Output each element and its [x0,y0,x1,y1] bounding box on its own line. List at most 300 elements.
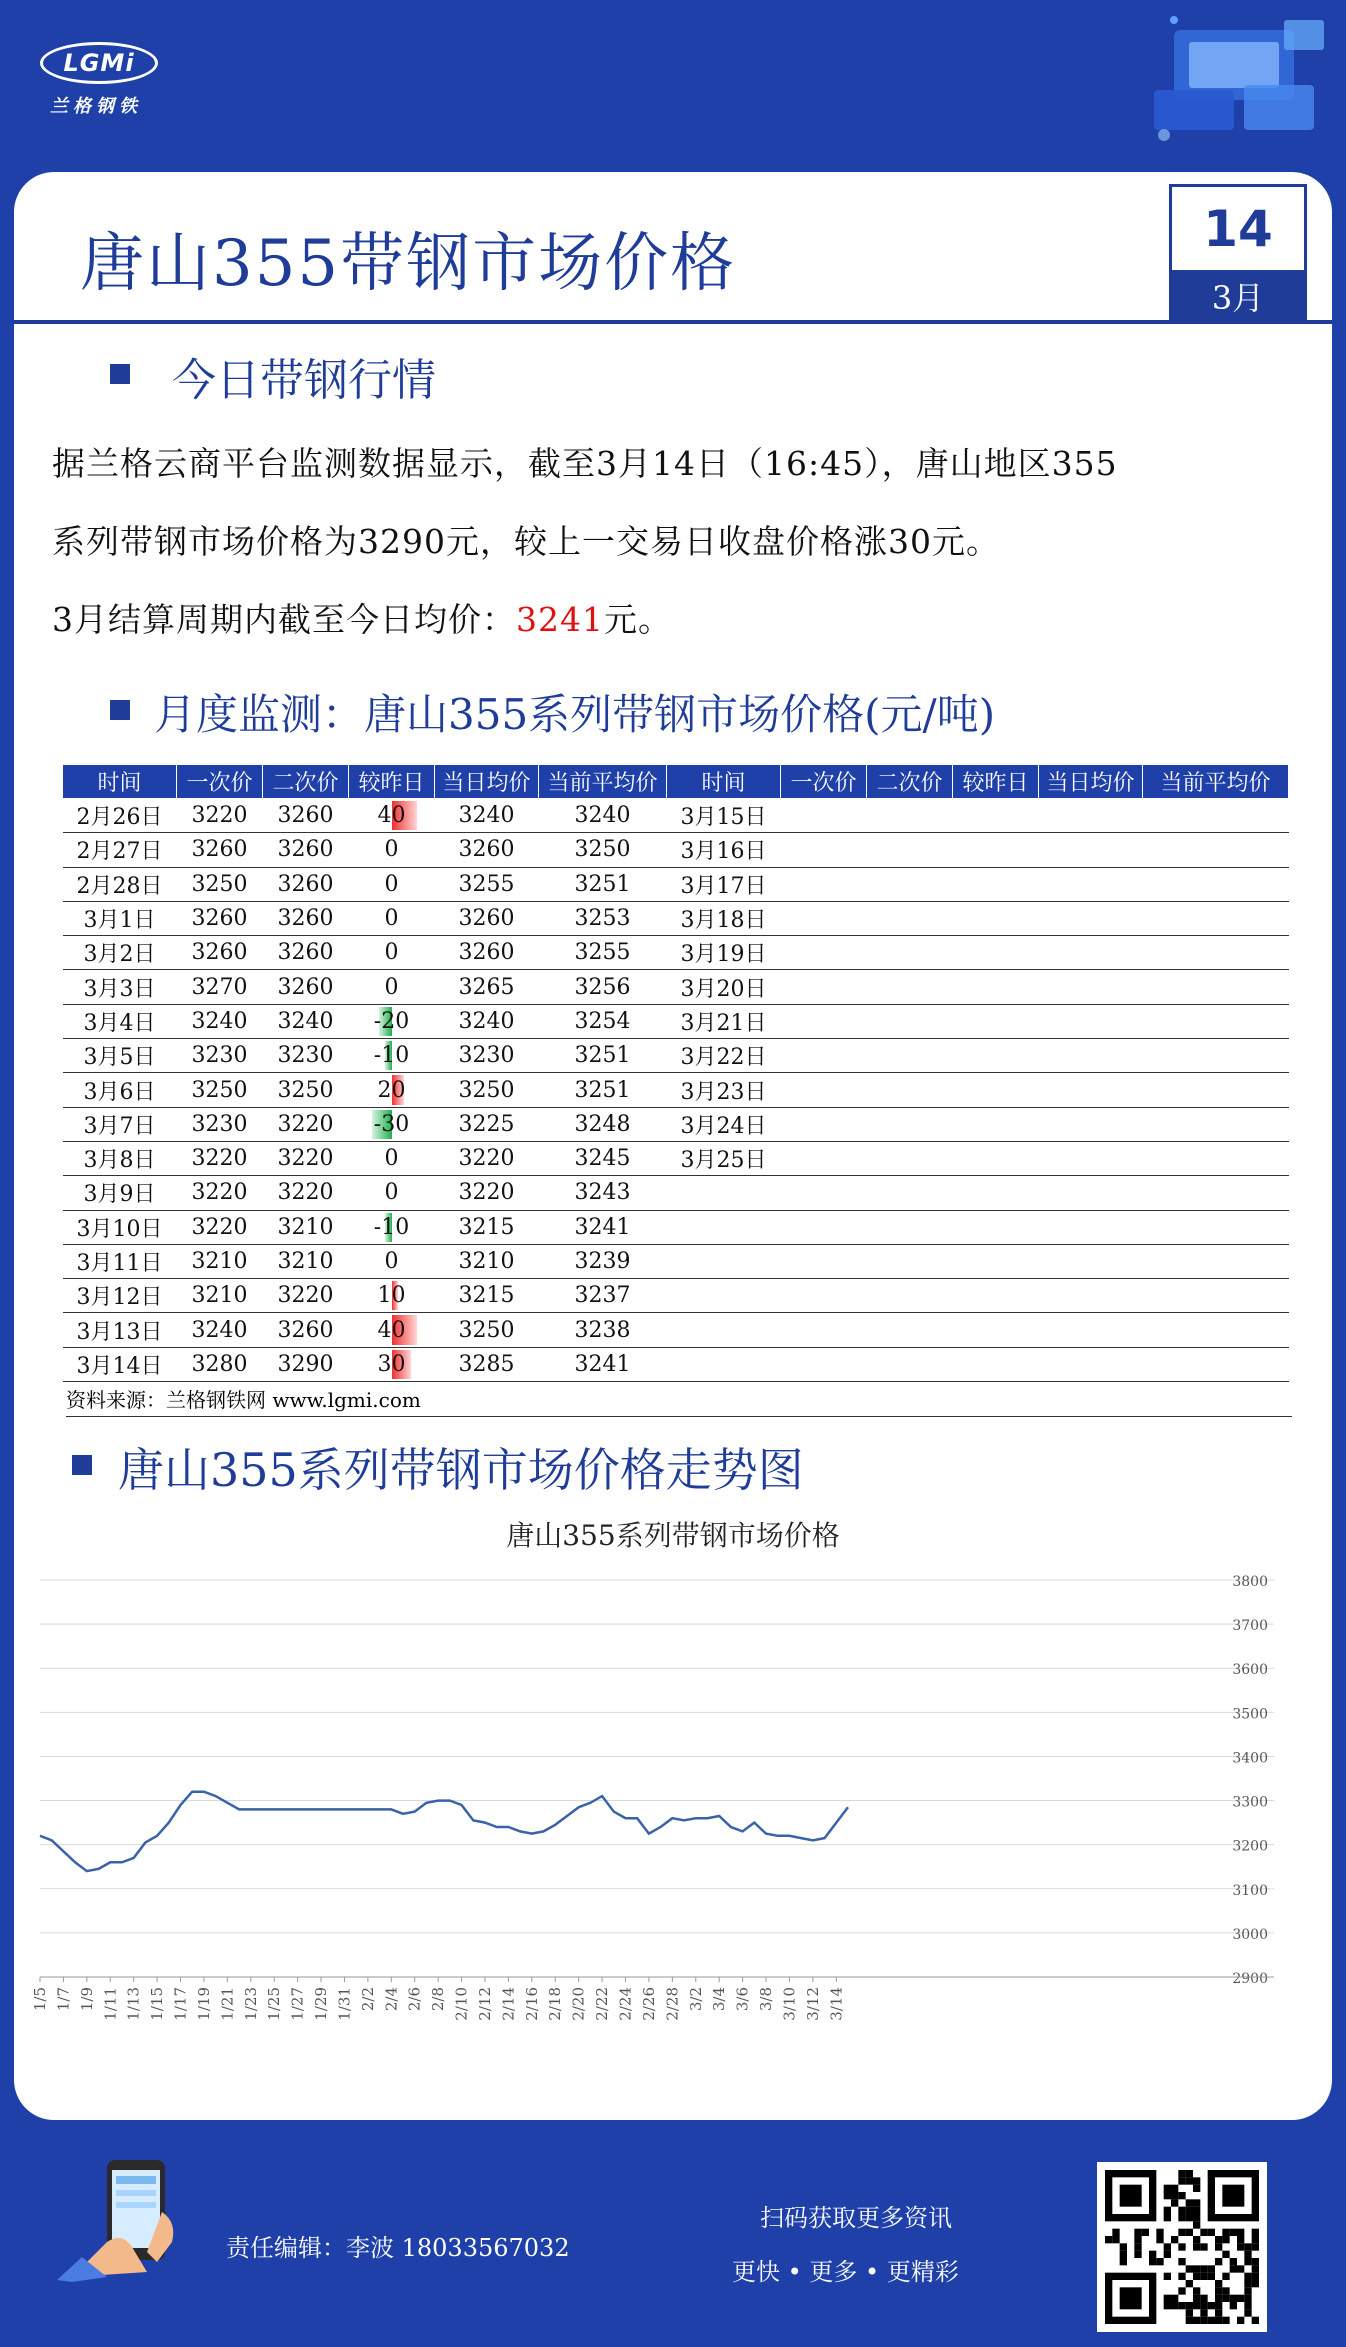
table-cell: 3260 [263,833,349,867]
table-cell [867,1313,953,1347]
table-cell: 3220 [177,799,263,833]
chart-title: 唐山355系列带钢市场价格 [506,1519,840,1552]
x-tick-label: 2/8 [429,1987,448,2012]
table-cell [1039,1176,1143,1210]
table-cell [349,1244,435,1278]
table-header-cell: 当前平均价 [1143,765,1289,799]
x-tick-label: 2/10 [452,1987,471,2021]
table-header-row [63,765,1289,799]
table-cell: 3285 [435,1347,539,1381]
table-row [63,1279,1289,1313]
x-tick-label: 3/4 [710,1987,729,2012]
table-cell: 3248 [539,1107,667,1141]
table-cell [867,936,953,970]
x-tick-label: 3/6 [733,1987,752,2012]
logo-text: 兰格钢铁 [50,96,142,117]
table-cell: 3260 [177,901,263,935]
y-tick-label: 3100 [1232,1882,1268,1899]
table-cell [867,1073,953,1107]
table-cell: 3210 [435,1244,539,1278]
square-bullet-icon [110,364,134,388]
table-cell: 3月1日 [63,901,177,935]
table-cell [1143,1107,1289,1141]
x-tick-label: 2/4 [382,1987,401,2012]
table-cell [667,1313,781,1347]
table-cell: 3月5日 [63,1039,177,1073]
table-cell: 3月12日 [63,1279,177,1313]
table-cell [953,1210,1039,1244]
table-cell: 3月2日 [63,936,177,970]
table-cell: 3月3日 [63,970,177,1004]
change-value: 30 [377,1351,406,1377]
x-tick-label: 1/23 [241,1987,260,2021]
table-cell: 3月20日 [667,970,781,1004]
y-tick-label: 3000 [1232,1926,1268,1943]
table-cell: 3月17日 [667,867,781,901]
table-cell [349,970,435,1004]
x-tick-label: 3/10 [780,1987,799,2021]
x-tick-label: 1/29 [312,1987,331,2021]
table-cell [781,1039,867,1073]
table-cell: 3月19日 [667,936,781,970]
table-cell: 2月27日 [63,833,177,867]
table-cell [1143,833,1289,867]
table-cell [953,936,1039,970]
table-cell: 3220 [177,1176,263,1210]
summary-line-1: 据兰格云商平台监测数据显示，截至3月14日（16:45），唐山地区355 [52,444,1118,483]
table-cell: 3260 [263,970,349,1004]
table-cell [867,1176,953,1210]
table-cell: 3220 [263,1279,349,1313]
table-cell [867,1107,953,1141]
table-cell [667,1210,781,1244]
table-header-cell: 时间 [63,765,177,799]
table-cell [349,1004,435,1038]
table-cell [1143,936,1289,970]
date-box [1169,184,1307,322]
table-row [63,970,1289,1004]
table-cell [953,1244,1039,1278]
table-cell: 3月22日 [667,1039,781,1073]
table-cell [1143,1073,1289,1107]
x-tick-label: 3/14 [827,1987,846,2021]
table-cell: 3243 [539,1176,667,1210]
change-value: 40 [377,1317,406,1343]
table-cell [1143,1039,1289,1073]
table-cell: 3230 [263,1039,349,1073]
table-header-cell: 较昨日 [349,765,435,799]
y-tick-label: 3500 [1232,1706,1268,1723]
x-tick-label: 3/12 [803,1987,822,2021]
change-value: 0 [384,837,399,863]
table-cell: 3250 [539,833,667,867]
table-cell: 3245 [539,1141,667,1175]
table-cell [1039,1210,1143,1244]
price-series-line [40,1792,848,1871]
table-cell [1039,936,1143,970]
table-row [63,1210,1289,1244]
table-cell: 3月8日 [63,1141,177,1175]
table-cell [953,1313,1039,1347]
table-cell: 3251 [539,1073,667,1107]
table-cell [781,1073,867,1107]
table-cell [1143,1210,1289,1244]
table-cell [349,1279,435,1313]
table-cell [867,1244,953,1278]
y-tick-label: 3700 [1232,1618,1268,1635]
average-prefix: 3月结算周期内截至今日均价： [52,600,516,639]
table-header-cell: 二次价 [263,765,349,799]
table-cell: 3238 [539,1313,667,1347]
table-cell: 3210 [177,1279,263,1313]
table-cell [1039,901,1143,935]
x-tick-label: 1/25 [265,1987,284,2021]
table-cell: 3月10日 [63,1210,177,1244]
table-cell [953,901,1039,935]
footer-scan-text: 扫码获取更多资讯 [760,2204,952,2232]
table-cell [953,799,1039,833]
table-cell: 3256 [539,970,667,1004]
table-cell [349,936,435,970]
section-today [110,344,436,408]
table-cell: 3月4日 [63,1004,177,1038]
qr-code-icon [1105,2170,1259,2324]
table-row [63,1313,1289,1347]
table-cell [349,1210,435,1244]
table-cell [1039,867,1143,901]
summary-line-2: 系列带钢市场价格为3290元，较上一交易日收盘价格涨30元。 [52,522,1000,561]
change-value: 40 [377,803,406,829]
table-cell: 3240 [539,799,667,833]
y-tick-label: 3400 [1232,1750,1268,1767]
x-tick-label: 2/20 [569,1987,588,2021]
table-cell [1039,1313,1143,1347]
table-cell [781,1176,867,1210]
table-cell [953,1107,1039,1141]
table-cell: 3250 [435,1073,539,1107]
table-cell: 3241 [539,1210,667,1244]
tech-illustration-icon [1134,0,1334,160]
average-line [52,594,672,641]
table-cell [667,1176,781,1210]
change-value: -10 [373,1043,410,1069]
table-cell: 3210 [263,1244,349,1278]
table-cell [1039,1244,1143,1278]
table-cell [1143,901,1289,935]
table-cell: 3260 [435,901,539,935]
table-cell [781,799,867,833]
table-cell: 3250 [435,1313,539,1347]
lgmi-logo [40,42,160,118]
table-cell: 3237 [539,1279,667,1313]
table-cell [1039,1107,1143,1141]
section-trend [72,1434,804,1500]
x-tick-label: 2/16 [522,1987,541,2021]
x-tick-label: 2/24 [616,1987,635,2021]
table-cell: 3240 [177,1313,263,1347]
table-cell: 3220 [177,1210,263,1244]
x-tick-label: 1/27 [288,1987,307,2021]
table-cell [667,1347,781,1381]
table-cell: 3280 [177,1347,263,1381]
table-cell [781,1244,867,1278]
table-cell [781,1279,867,1313]
table-cell [1039,970,1143,1004]
table-cell: 3230 [177,1039,263,1073]
table-cell [349,901,435,935]
header-band [0,0,1346,175]
x-tick-label: 3/2 [686,1987,705,2012]
square-bullet-icon [72,1455,96,1479]
table-cell [667,1244,781,1278]
phone-hand-icon [52,2152,212,2282]
x-tick-label: 2/22 [593,1987,612,2021]
section-today-heading: 今日带钢行情 [172,355,436,406]
x-tick-label: 1/13 [124,1987,143,2021]
table-cell [349,1347,435,1381]
change-value: 0 [384,974,399,1000]
table-row [63,1176,1289,1210]
x-tick-label: 1/15 [148,1987,167,2021]
table-cell [953,1279,1039,1313]
y-tick-label: 3800 [1232,1574,1268,1590]
table-cell [667,1279,781,1313]
table-cell: 3月9日 [63,1176,177,1210]
table-cell: 3290 [263,1347,349,1381]
x-tick-label: 1/11 [101,1987,120,2021]
table-header-cell: 当日均价 [1039,765,1143,799]
table-cell: 3260 [263,867,349,901]
table-cell: 3260 [263,1313,349,1347]
data-source-text: 资料来源：兰格钢铁网 www.lgmi.com [66,1388,421,1412]
table-cell: 3255 [539,936,667,970]
table-cell [781,867,867,901]
table-cell [953,1176,1039,1210]
table-cell [349,799,435,833]
table-cell: 3251 [539,867,667,901]
table-row [63,799,1289,833]
table-cell [1143,970,1289,1004]
table-cell [781,1347,867,1381]
table-header-cell: 时间 [667,765,781,799]
table-cell [1143,1141,1289,1175]
table-cell: 3220 [263,1176,349,1210]
table-cell: 3220 [435,1141,539,1175]
table-cell [867,799,953,833]
table-cell [349,1176,435,1210]
x-tick-label: 2/6 [405,1987,424,2012]
table-cell: 3250 [177,867,263,901]
x-tick-label: 1/5 [31,1987,49,2012]
table-cell: 3240 [263,1004,349,1038]
table-row [63,901,1289,935]
table-cell [781,936,867,970]
table-cell: 3220 [177,1141,263,1175]
table-cell: 3月15日 [667,799,781,833]
table-cell [867,1039,953,1073]
table-cell [781,901,867,935]
table-cell: 3255 [435,867,539,901]
x-tick-label: 2/18 [546,1987,565,2021]
table-cell [1039,1279,1143,1313]
table-header-cell: 当日均价 [435,765,539,799]
table-cell [349,1039,435,1073]
section-monthly [110,682,995,742]
table-cell: 3215 [435,1210,539,1244]
table-cell: 3230 [177,1107,263,1141]
section-trend-heading: 唐山355系列带钢市场价格走势图 [118,1443,804,1497]
table-row [63,1073,1289,1107]
table-cell: 3210 [177,1244,263,1278]
table-row [63,1039,1289,1073]
change-value: -20 [373,1008,410,1034]
table-cell [953,970,1039,1004]
y-tick-label: 3600 [1232,1662,1268,1679]
table-row [63,1004,1289,1038]
table-cell: 3250 [177,1073,263,1107]
table-cell [1143,799,1289,833]
table-cell [1143,1313,1289,1347]
title-divider [14,320,1332,324]
table-cell: 3215 [435,1279,539,1313]
table-cell [1143,867,1289,901]
table-cell [867,1279,953,1313]
table-cell: 3260 [435,833,539,867]
table-cell [953,1073,1039,1107]
table-cell [1039,1004,1143,1038]
change-value: -10 [373,1214,410,1240]
x-tick-label: 3/8 [757,1987,776,2012]
table-cell: 3254 [539,1004,667,1038]
table-cell [781,1210,867,1244]
table-cell: 3260 [263,901,349,935]
table-cell [1039,799,1143,833]
table-cell: 3月6日 [63,1073,177,1107]
table-header-cell: 二次价 [867,765,953,799]
table-cell [867,1210,953,1244]
table-cell [953,833,1039,867]
table-cell: 3225 [435,1107,539,1141]
table-cell [781,1004,867,1038]
table-header-cell: 一次价 [177,765,263,799]
table-cell: 3月14日 [63,1347,177,1381]
table-cell: 3260 [177,833,263,867]
table-row [63,1244,1289,1278]
table-cell: 3月16日 [667,833,781,867]
table-cell: 3240 [435,1004,539,1038]
y-tick-label: 3300 [1232,1794,1268,1811]
footer-tagline: 更快 • 更多 • 更精彩 [732,2258,959,2286]
table-cell: 2月28日 [63,867,177,901]
table-cell: 3月23日 [667,1073,781,1107]
qr-code[interactable] [1097,2162,1267,2332]
footer-editor: 责任编辑：李波 18033567032 [226,2234,570,2262]
table-cell: 3253 [539,901,667,935]
table-cell [781,970,867,1004]
change-value: 0 [384,940,399,966]
table-row [63,1107,1289,1141]
square-bullet-icon [110,700,134,724]
x-tick-label: 2/28 [663,1987,682,2021]
x-tick-label: 1/19 [194,1987,213,2021]
table-cell [867,1004,953,1038]
change-value: -30 [373,1111,410,1137]
table-cell: 3251 [539,1039,667,1073]
x-tick-label: 2/14 [499,1987,518,2021]
table-cell [1143,1176,1289,1210]
table-cell: 3月13日 [63,1313,177,1347]
change-value: 0 [384,871,399,897]
table-header-cell: 一次价 [781,765,867,799]
date-day: 14 [1169,184,1307,270]
table-cell: 3260 [263,799,349,833]
change-value: 0 [384,906,399,932]
change-value: 0 [384,1180,399,1206]
table-cell: 3270 [177,970,263,1004]
table-cell: 3230 [435,1039,539,1073]
x-tick-label: 2/12 [475,1987,494,2021]
y-tick-label: 3200 [1232,1838,1268,1855]
table-cell [781,1313,867,1347]
change-value: 0 [384,1146,399,1172]
x-tick-label: 2/26 [639,1987,658,2021]
table-cell: 3240 [435,799,539,833]
table-cell [867,1347,953,1381]
table-cell [867,833,953,867]
table-cell [953,1004,1039,1038]
table-cell [1143,1004,1289,1038]
table-cell: 3250 [263,1073,349,1107]
table-cell: 3220 [263,1141,349,1175]
date-month: 3月 [1169,270,1307,322]
x-tick-label: 1/17 [171,1987,190,2021]
table-row [63,867,1289,901]
table-cell [1039,1347,1143,1381]
table-cell: 3月11日 [63,1244,177,1278]
table-cell [781,1107,867,1141]
table-cell [1039,1141,1143,1175]
logo-badge: LGMi [40,42,158,84]
table-cell: 3265 [435,970,539,1004]
table-cell: 3月24日 [667,1107,781,1141]
table-cell [349,1313,435,1347]
table-cell [953,1347,1039,1381]
average-suffix: 元。 [603,600,672,639]
table-cell [1143,1279,1289,1313]
section-monthly-heading: 月度监测：唐山355系列带钢市场价格(元/吨) [154,690,996,739]
table-cell [349,1073,435,1107]
table-row [63,1141,1289,1175]
table-cell [1039,833,1143,867]
table-cell: 3210 [263,1210,349,1244]
data-source-note [66,1383,1292,1417]
table-cell [349,1141,435,1175]
table-header-cell: 当前平均价 [539,765,667,799]
table-cell [953,1141,1039,1175]
table-cell: 3240 [177,1004,263,1038]
table-cell [1143,1347,1289,1381]
table-header-cell: 较昨日 [953,765,1039,799]
x-tick-label: 1/9 [77,1987,96,2012]
x-tick-label: 2/2 [358,1987,377,2012]
price-trend-chart [14,1552,1332,2072]
table-cell: 3220 [263,1107,349,1141]
table-cell: 3241 [539,1347,667,1381]
content-card [14,172,1332,2120]
monthly-price-table [62,764,1289,1382]
table-cell [953,867,1039,901]
table-cell [867,970,953,1004]
